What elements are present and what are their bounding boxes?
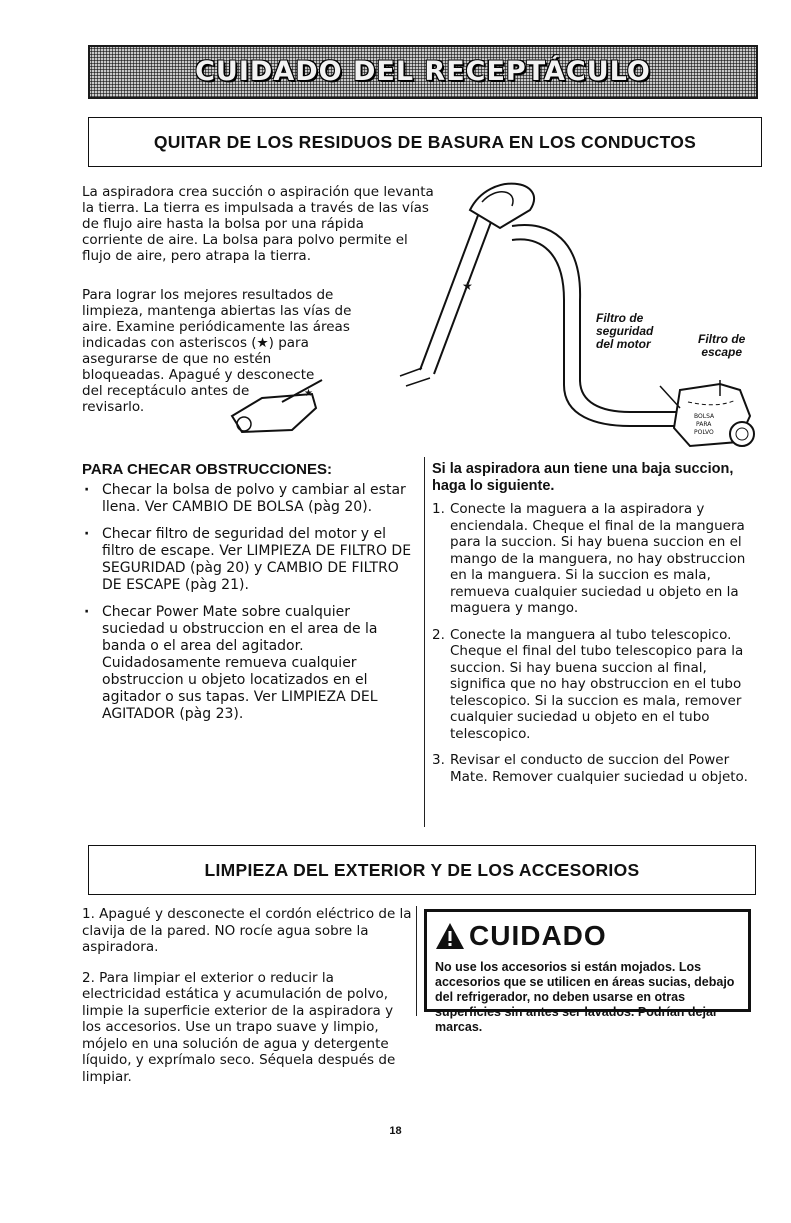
step-text: Revisar el conducto de succion del Power Mate. Remover cualquier suciedad u objeto. [450,752,748,785]
list-item: · Checar la bolsa de polvo y cambiar al estar llena. Ver CAMBIO DE BOLSA (pàg 20). [82,482,412,516]
motor-filter-label-line: del motor [596,337,651,351]
low-suction-heading: Si la aspiradora aun tiene una baja succion, haga lo siguiente. [432,461,734,494]
warning-icon [435,922,465,950]
intro-line: La aspiradora crea succión o aspiración que levanta [82,184,434,200]
step-number: 1. [432,501,445,517]
column-divider [416,906,417,1016]
exterior-paragraph: 2. Para limpiar el exterior o reducir la electricidad estática y acumulación de polvo, limpie la superficie exterior de la aspiradora y los accesorios. Use un trapo suave y limpio, mójelo en una solución de agua y detergente líquido, y exprímalo seco. Séquela después de limpiar. [82,969,396,1085]
section-heading-exterior [88,845,756,895]
airway-line: indicadas con asteriscos (★) para [82,335,309,351]
column-divider [424,457,425,827]
caution-box [424,909,751,1034]
exhaust-filter-label [698,333,745,359]
step-list [432,501,762,785]
exterior-paragraph: 1. Apagué y desconecte el cordón eléctrico de la clavija de la pared. NO rocíe agua sobre la aspiradora. [82,906,412,955]
airway-line: asegurarse de que no estén [82,351,272,367]
airway-line: revisarlo. [82,399,145,415]
intro-line: corriente de aire. La bolsa para polvo permite el [82,232,408,248]
step-number: 3. [432,752,445,768]
intro-line: de flujo aire hasta la bolsa por una rápida [82,216,364,232]
list-item: · Checar Power Mate sobre cualquier suciedad u obstruccion en el area de la banda o el area del agitador. Cuidadosamente remueva cualquier obstruccion u objeto locatizados en el agitador o sus tapas. Ver LIMPIEZA DEL AGITADOR (pàg 23). [82,604,412,723]
list-item: · Checar filtro de seguridad del motor y el filtro de escape. Ver LIMPIEZA DE FILTRO DE SEGURIDAD (pàg 20) y CAMBIO DE FILTRO DE ESCAPE (pàg 21). [82,526,412,594]
power-nozzle-illustration [222,376,332,436]
section-heading-text: QUITAR DE LOS RESIDUOS DE BASURA EN LOS CONDUCTOS [153,131,697,152]
intro-line: flujo de aire, pero atrapa la tierra. [82,248,311,264]
airway-line: limpieza, mantenga abiertas las vías de [82,303,352,319]
step-number: 2. [432,626,445,643]
bag-label: PARA [696,421,712,428]
airway-line: aire. Examine periódicamente las áreas [82,319,350,335]
motor-filter-label-line: Filtro de [596,311,644,325]
list-item [432,501,762,617]
bag-label: BOLSA [694,413,715,420]
intro-line: la tierra. La tierra es impulsada a través de las vías [82,200,429,216]
svg-text:★: ★ [304,388,313,399]
bag-label: POLVO [694,429,714,436]
airway-line: bloqueadas. Apagué y desconecte [82,367,315,383]
caution-title: CUIDADO [469,920,607,951]
check-obstructions-heading: PARA CHECAR OBSTRUCCIONES: [82,461,333,478]
section-heading-text: LIMPIEZA DEL EXTERIOR Y DE LOS ACCESORIOS [204,859,640,880]
caution-header [435,920,740,952]
list-item [432,752,762,785]
step-text: Conecte la maguera a la aspiradora y enciendala. Cheque el final de la manguera para la succion. Si hay buena succion en el mango de la manguera, no hay obstruccion en la manguera. Si la succion es mala, remueva cualquier suciedad u objeto en la maguera y mango. [450,501,746,616]
list-item [432,627,762,743]
page-number: 18 [389,1125,402,1137]
motor-filter-label [596,312,653,351]
low-suction-column [432,461,762,795]
page-title: CUIDADO DEL RECEPTÁCULO [195,56,651,87]
exterior-cleaning-text [82,906,412,1099]
caution-text: No use los accesorios si están mojados. Los accesorios que se utilicen en áreas sucias, debajo del refrigerador, no deben usarse en otras superficies sin antes ser lavados. Podrían dejar marcas. [435,960,735,1034]
motor-filter-label-line: seguridad [596,324,654,338]
airway-line: Para lograr los mejores resultados de [82,287,334,303]
exhaust-filter-label-line: escape [701,345,743,359]
title-banner [88,45,758,99]
svg-text:★: ★ [462,279,473,293]
airway-line: del receptáculo antes de [82,383,250,399]
section-heading-conduits [88,117,762,167]
exhaust-filter-label-line: Filtro de [698,332,746,346]
step-text: Conecte la manguera al tubo telescopico. Cheque el final del tubo telescopico para la succion. Si hay buena succion al final, significa que no hay obstruccion en el tubo telescopico. Si la succion es mala, remover cualquier suciedad u objeto en el tubo telescopico. [450,626,744,742]
check-list [82,482,412,733]
